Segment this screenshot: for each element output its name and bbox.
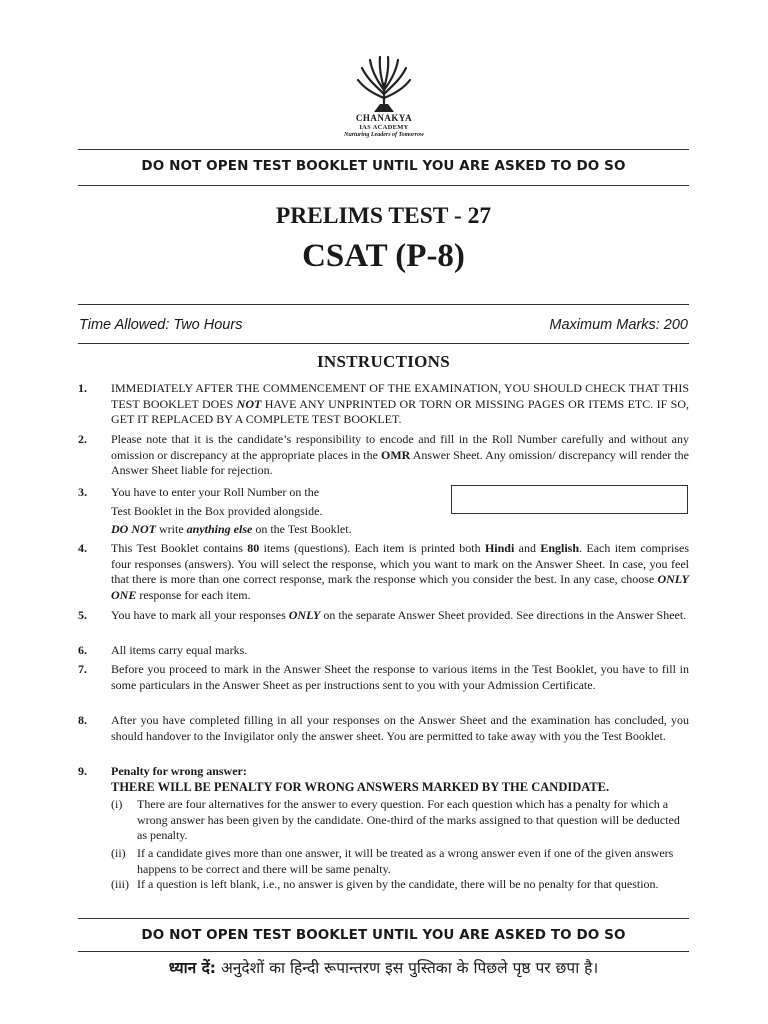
brand-subtitle: IAS ACADEMY (359, 124, 409, 131)
brand-tagline: Nurturing Leaders of Tomorrow (344, 132, 424, 138)
divider (78, 304, 689, 305)
item-text: Before you proceed to mark in the Answer Sheet the response to various items in the Test Booklet, you have to fill in some particulars in the Answer Sheet as per instructions sent to you with your Admission Certificate. (111, 662, 689, 692)
test-title: PRELIMS TEST - 27 (275, 203, 492, 229)
divider (78, 343, 689, 344)
warning-banner-top: DO NOT OPEN TEST BOOKLET UNTIL YOU ARE ASKED TO DO SO (141, 158, 626, 174)
item-text: After you have completed filling in all your responses on the Answer Sheet and the examination has concluded, you should handover to the Invigilator only the answer sheet. You are permitted to take away with you the Test Booklet. (111, 713, 689, 743)
item-text: You have to enter your Roll Number on the Test Booklet in the Box provided alongside. DO NOT write anything else on the Test Booklet. (111, 485, 352, 536)
item-number: 4. (78, 541, 87, 555)
item-number: 7. (78, 662, 87, 676)
item-text: All items carry equal marks. (111, 643, 248, 657)
item-number: 1. (78, 381, 87, 395)
penalty-sub-item: (i) There are four alternatives for the answer to every question. For each question which has a penalty for which a wrong answer has been given by the candidate. One-third of the marks assigned to that question will be deducted as penalty. (111, 797, 680, 842)
chanakya-logo-icon (354, 54, 414, 114)
penalty-sub-item: (ii) If a candidate gives more than one answer, it will be treated as a wrong answer even if one of the given answers happens to be correct and there will be same penalty. (111, 846, 674, 876)
item-number: 8. (78, 713, 87, 727)
item-number: 9. (78, 764, 87, 778)
item-number: 2. (78, 432, 87, 446)
instruction-item (78, 381, 689, 428)
hindi-note: ध्यान दें: अनुदेशों का हिन्दी रूपान्तरण इस पुस्तिका के पिछले पृष्ठ पर छपा है। (168, 959, 599, 977)
instruction-item (78, 643, 689, 659)
item-text: You have to mark all your responses ONLY on the separate Answer Sheet provided. See directions in the Answer Sheet. (111, 608, 687, 622)
instruction-item (78, 541, 689, 603)
instruction-item (78, 432, 689, 479)
warning-banner-bottom: DO NOT OPEN TEST BOOKLET UNTIL YOU ARE ASKED TO DO SO (141, 927, 626, 943)
instruction-item (78, 608, 689, 624)
penalty-subheading: THERE WILL BE PENALTY FOR WRONG ANSWERS MARKED BY THE CANDIDATE. (111, 779, 610, 794)
item-text: This Test Booklet contains 80 items (questions). Each item is printed both Hindi and English. Each item comprises four responses (answers). You will select the response, which you want to mark on the Answer Sheet. In case, you feel that there is more than one correct response, mark the response which you consider the best. In any case, choose ONLY ONE response for each item. (111, 541, 690, 602)
item-number: 5. (78, 608, 87, 622)
divider (78, 918, 689, 919)
time-allowed: Time Allowed: Two Hours (79, 317, 243, 333)
divider (78, 149, 689, 150)
roll-number-box[interactable] (451, 485, 688, 514)
item-text: Please note that it is the candidate’s responsibility to encode and fill in the Roll Number carefully and without any omission or discrepancy at the appropriate places in the OMR Answer Sheet. Any omission/ discrepancy will render the Answer Sheet liable for rejection. (111, 432, 690, 477)
item-number: 3. (78, 485, 87, 499)
brand-name: CHANAKYA (355, 113, 413, 123)
instructions-heading: INSTRUCTIONS (316, 352, 451, 371)
item-text: IMMEDIATELY AFTER THE COMMENCEMENT OF THE EXAMINATION, YOU SHOULD CHECK THAT THIS TEST BOOKLET DOES NOT HAVE ANY UNPRINTED OR TORN OR MISSING PAGES OR ITEMS ETC. IF SO, GET IT REPLACED BY A COMPLETE TEST BOOKLET. (111, 381, 689, 426)
instruction-item (78, 713, 689, 744)
divider (78, 951, 689, 952)
paper-title: CSAT (P-8) (302, 238, 465, 274)
maximum-marks: Maximum Marks: 200 (549, 317, 688, 333)
penalty-heading: Penalty for wrong answer: (111, 764, 247, 778)
divider (78, 185, 689, 186)
item-text (111, 764, 689, 795)
item-number: 6. (78, 643, 87, 657)
instruction-item (78, 662, 689, 693)
penalty-sub-item: (iii) If a question is left blank, i.e., no answer is given by the candidate, there will be no penalty for that question. (111, 877, 659, 891)
instruction-item (78, 764, 689, 795)
